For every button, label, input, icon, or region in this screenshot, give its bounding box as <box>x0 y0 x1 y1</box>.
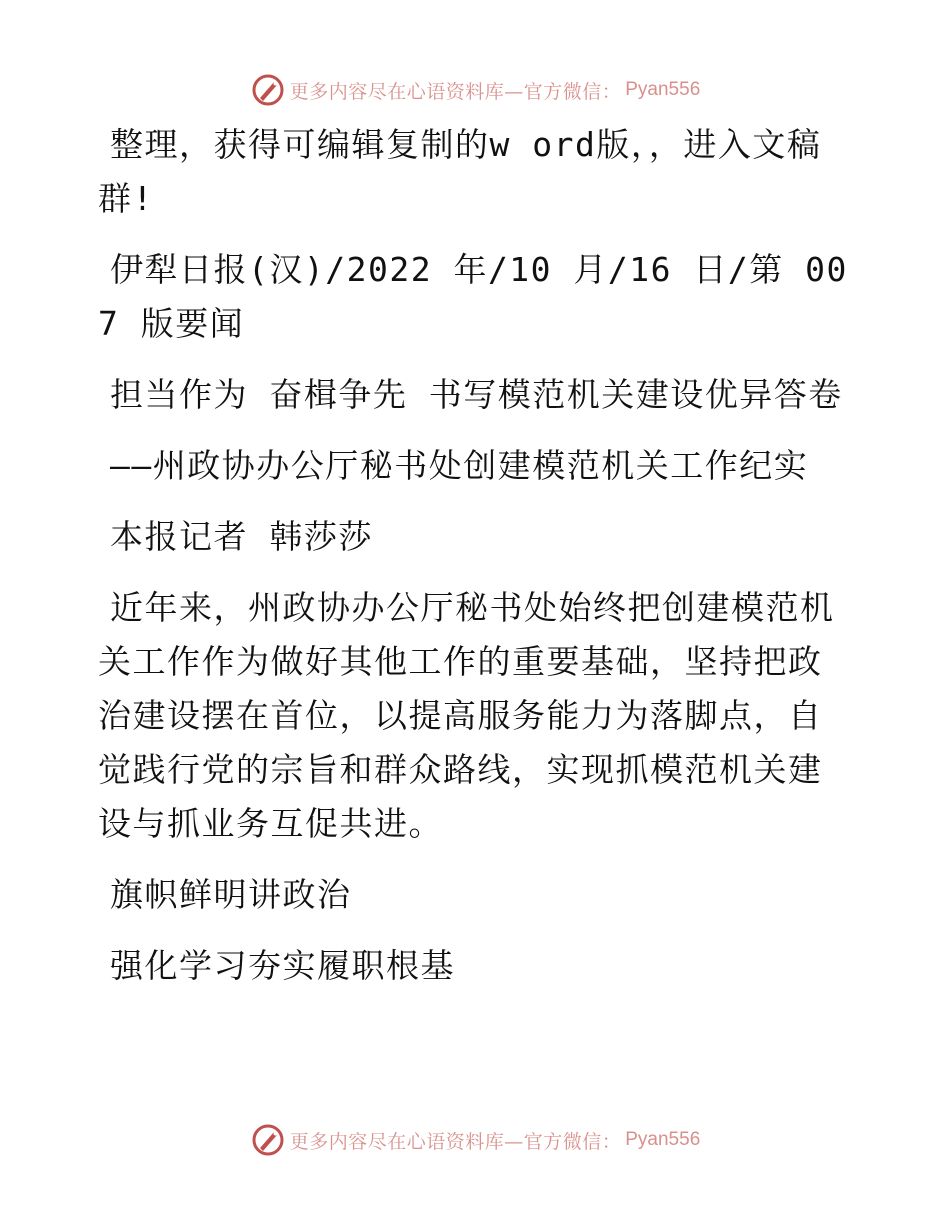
footer-watermark <box>0 1120 950 1160</box>
document-body <box>98 118 850 1010</box>
section-subheading: 强化学习夯实履职根基 <box>110 946 455 985</box>
section-heading: 旗帜鲜明讲政治 <box>110 875 352 914</box>
article-subtitle: ——州政协办公厅秘书处创建模范机关工作纪实 <box>110 446 809 485</box>
paragraph-body: 近年来，州政协办公厅秘书处始终把创建模范机关工作作为做好其他工作的重要基础，坚持把政治建设摆在首位，以提高服务能力为落脚点，自觉践行党的宗旨和群众路线，实现抓模范机关建设与抓业务互促共进。 <box>98 588 835 843</box>
article-byline: 本报记者 韩莎莎 <box>110 517 373 556</box>
header-watermark <box>0 70 950 110</box>
pen-logo-icon <box>250 1122 286 1158</box>
watermark-text: 更多内容尽在心语资料库—官方微信： <box>289 80 622 103</box>
watermark-wechat-id: Pyan556 <box>625 79 701 100</box>
paragraph-source: 伊犁日报(汉)/2022 年/10 月/16 日/第 007 版要闻 <box>98 250 848 343</box>
article-title: 担当作为 奋楫争先 书写模范机关建设优异答卷 <box>110 375 843 414</box>
paragraph-intro: 整理，获得可编辑复制的w ord版，，进入文稿群! <box>98 125 822 218</box>
watermark-text: 更多内容尽在心语资料库—官方微信： <box>289 1130 622 1153</box>
watermark-wechat-id: Pyan556 <box>625 1129 701 1150</box>
pen-logo-icon <box>250 72 286 108</box>
